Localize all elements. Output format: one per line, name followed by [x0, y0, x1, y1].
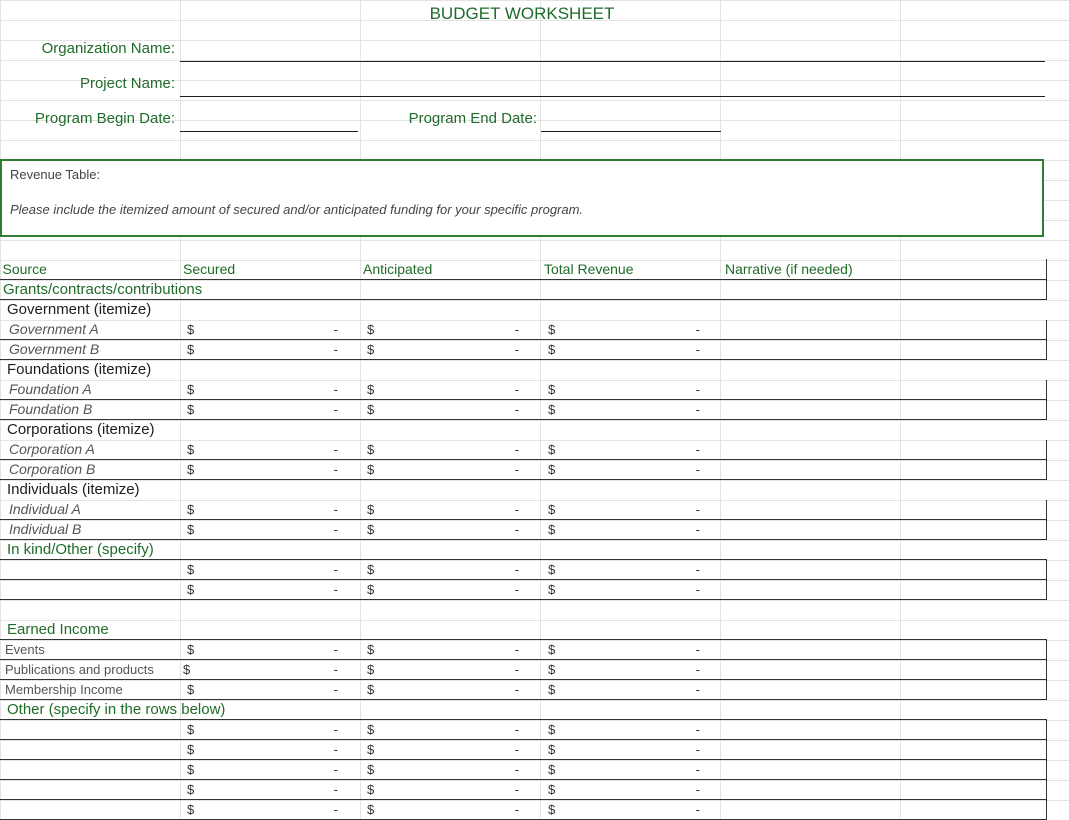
anticipated-cell[interactable]: $ -: [361, 740, 542, 760]
source-cell[interactable]: [1, 800, 181, 820]
source-cell[interactable]: [1, 740, 181, 760]
source-cell[interactable]: [1, 780, 181, 800]
anticipated-cell[interactable]: $ -: [361, 560, 542, 580]
narrative-cell[interactable]: [723, 760, 1047, 780]
anticipated-cell[interactable]: $ -: [361, 500, 542, 520]
narrative-cell[interactable]: [723, 720, 1047, 740]
anticipated-cell[interactable]: $ -: [361, 720, 542, 740]
table-row[interactable]: [1, 640, 1047, 660]
narrative-cell[interactable]: [723, 660, 1047, 680]
inkind-label: In kind/Other (specify): [1, 540, 1047, 560]
total-cell[interactable]: $ -: [542, 720, 723, 740]
earned-income-label: Earned Income: [1, 620, 1047, 640]
col-total: Total Revenue: [542, 260, 723, 280]
corporations-label: Corporations (itemize): [7, 421, 155, 438]
secured-cell[interactable]: $ -: [181, 400, 361, 420]
source-cell[interactable]: Government A: [1, 320, 181, 340]
source-cell[interactable]: [1, 580, 181, 600]
table-row[interactable]: [1, 760, 1047, 780]
narrative-cell[interactable]: [723, 320, 1047, 340]
project-name-field[interactable]: [180, 95, 1045, 97]
col-secured: Secured: [181, 260, 361, 280]
table-row[interactable]: [1, 520, 1047, 540]
secured-cell[interactable]: $ -: [181, 320, 361, 340]
total-cell[interactable]: $ -: [542, 760, 723, 780]
total-cell[interactable]: $ -: [542, 660, 723, 680]
narrative-cell[interactable]: [723, 460, 1047, 480]
narrative-cell[interactable]: [723, 580, 1047, 600]
table-row[interactable]: [1, 500, 1047, 520]
narrative-cell[interactable]: [723, 500, 1047, 520]
source-cell[interactable]: Membership Income: [1, 680, 181, 700]
table-row: [1, 540, 1047, 560]
total-cell[interactable]: $ -: [542, 460, 723, 480]
government-label: Government (itemize): [7, 301, 152, 318]
table-row[interactable]: [1, 800, 1047, 820]
secured-cell[interactable]: $ -: [181, 680, 361, 700]
project-name-label: Project Name:: [79, 75, 175, 92]
table-row: [1, 620, 1047, 640]
end-date-label: Program End Date:: [408, 110, 537, 127]
table-row[interactable]: [1, 440, 1047, 460]
table-row: [1, 300, 1047, 320]
total-cell[interactable]: $ -: [542, 560, 723, 580]
header-row: [1, 260, 1047, 280]
anticipated-cell[interactable]: $ -: [361, 760, 542, 780]
source-cell[interactable]: Foundation A: [1, 380, 181, 400]
total-cell[interactable]: $ -: [542, 800, 723, 820]
table-row: [1, 360, 1047, 380]
anticipated-cell[interactable]: $ -: [361, 800, 542, 820]
narrative-cell[interactable]: [723, 340, 1047, 360]
anticipated-cell[interactable]: $ -: [361, 340, 542, 360]
total-cell[interactable]: $ -: [542, 400, 723, 420]
table-row[interactable]: [1, 720, 1047, 740]
secured-cell[interactable]: $ -: [181, 800, 361, 820]
source-cell[interactable]: [1, 720, 181, 740]
anticipated-cell[interactable]: $ -: [361, 520, 542, 540]
total-cell[interactable]: $ -: [542, 520, 723, 540]
table-row[interactable]: [1, 400, 1047, 420]
secured-cell[interactable]: $ -: [181, 380, 361, 400]
revenue-instructions: Please include the itemized amount of secured and/or anticipated funding for your specific program.: [10, 202, 584, 217]
anticipated-cell[interactable]: $ -: [361, 780, 542, 800]
table-row[interactable]: [1, 560, 1047, 580]
source-cell[interactable]: Individual B: [1, 520, 181, 540]
table-row[interactable]: [1, 660, 1047, 680]
narrative-cell[interactable]: [723, 440, 1047, 460]
col-anticipated: Anticipated: [361, 260, 542, 280]
narrative-cell[interactable]: [723, 680, 1047, 700]
total-cell[interactable]: $ -: [542, 740, 723, 760]
secured-cell[interactable]: $ -: [181, 460, 361, 480]
table-row: [1, 480, 1047, 500]
total-cell[interactable]: $ -: [542, 380, 723, 400]
secured-cell[interactable]: $ -: [181, 640, 361, 660]
source-cell[interactable]: Foundation B: [1, 400, 181, 420]
secured-cell[interactable]: $ -: [181, 780, 361, 800]
col-source: Source: [1, 260, 181, 280]
table-row: [1, 700, 1047, 720]
anticipated-cell[interactable]: $ -: [361, 460, 542, 480]
narrative-cell[interactable]: [723, 740, 1047, 760]
narrative-cell[interactable]: [723, 780, 1047, 800]
table-row[interactable]: [1, 780, 1047, 800]
total-cell[interactable]: $ -: [542, 640, 723, 660]
foundations-label: Foundations (itemize): [7, 361, 152, 378]
secured-cell[interactable]: $ -: [181, 760, 361, 780]
secured-cell[interactable]: $ -: [181, 560, 361, 580]
org-name-label: Organization Name:: [41, 40, 175, 57]
table-row[interactable]: [1, 380, 1047, 400]
org-name-field[interactable]: [180, 60, 1045, 62]
individuals-label: Individuals (itemize): [7, 481, 140, 498]
revenue-table: [0, 259, 1047, 820]
revenue-table-heading: Revenue Table:: [10, 167, 101, 182]
anticipated-cell[interactable]: $ -: [361, 380, 542, 400]
source-cell[interactable]: Publications and products: [1, 660, 181, 680]
source-cell[interactable]: Individual A: [1, 500, 181, 520]
narrative-cell[interactable]: [723, 520, 1047, 540]
secured-cell[interactable]: $ -: [181, 720, 361, 740]
table-row[interactable]: [1, 320, 1047, 340]
secured-cell[interactable]: $ -: [181, 340, 361, 360]
total-cell[interactable]: $ -: [542, 320, 723, 340]
table-row: [1, 600, 1047, 620]
secured-cell[interactable]: $ -: [181, 440, 361, 460]
total-cell[interactable]: $ -: [542, 780, 723, 800]
secured-cell[interactable]: $ -: [181, 660, 361, 680]
source-cell[interactable]: Corporation A: [1, 440, 181, 460]
source-cell[interactable]: Government B: [1, 340, 181, 360]
anticipated-cell[interactable]: $ -: [361, 680, 542, 700]
anticipated-cell[interactable]: $ -: [361, 580, 542, 600]
revenue-table-box: [0, 159, 1044, 237]
col-narrative: Narrative (if needed): [723, 260, 1047, 280]
grants-label: Grants/contracts/contributions: [1, 280, 1047, 300]
table-row: [1, 280, 1047, 300]
total-cell[interactable]: $ -: [542, 340, 723, 360]
narrative-cell[interactable]: [723, 400, 1047, 420]
source-cell[interactable]: [1, 560, 181, 580]
secured-cell[interactable]: $ -: [181, 740, 361, 760]
total-cell[interactable]: $ -: [542, 680, 723, 700]
narrative-cell[interactable]: [723, 380, 1047, 400]
anticipated-cell[interactable]: $ -: [361, 320, 542, 340]
end-date-field[interactable]: [541, 130, 721, 132]
secured-cell[interactable]: $ -: [181, 500, 361, 520]
table-row[interactable]: [1, 460, 1047, 480]
table-row: [1, 420, 1047, 440]
source-cell[interactable]: Events: [1, 640, 181, 660]
table-row[interactable]: [1, 580, 1047, 600]
anticipated-cell[interactable]: $ -: [361, 440, 542, 460]
sheet-title: BUDGET WORKSHEET: [429, 4, 615, 23]
secured-cell[interactable]: $ -: [181, 520, 361, 540]
begin-date-label: Program Begin Date:: [34, 110, 175, 127]
table-row[interactable]: [1, 740, 1047, 760]
source-cell[interactable]: [1, 760, 181, 780]
narrative-cell[interactable]: [723, 640, 1047, 660]
narrative-cell[interactable]: [723, 560, 1047, 580]
other-label: Other (specify in the rows below): [1, 700, 1047, 720]
table-row[interactable]: [1, 340, 1047, 360]
secured-cell[interactable]: $ -: [181, 580, 361, 600]
total-cell[interactable]: $ -: [542, 440, 723, 460]
anticipated-cell[interactable]: $ -: [361, 660, 542, 680]
anticipated-cell[interactable]: $ -: [361, 400, 542, 420]
narrative-cell[interactable]: [723, 800, 1047, 820]
anticipated-cell[interactable]: $ -: [361, 640, 542, 660]
begin-date-field[interactable]: [180, 130, 358, 132]
total-cell[interactable]: $ -: [542, 500, 723, 520]
table-row[interactable]: [1, 680, 1047, 700]
source-cell[interactable]: Corporation B: [1, 460, 181, 480]
total-cell[interactable]: $ -: [542, 580, 723, 600]
